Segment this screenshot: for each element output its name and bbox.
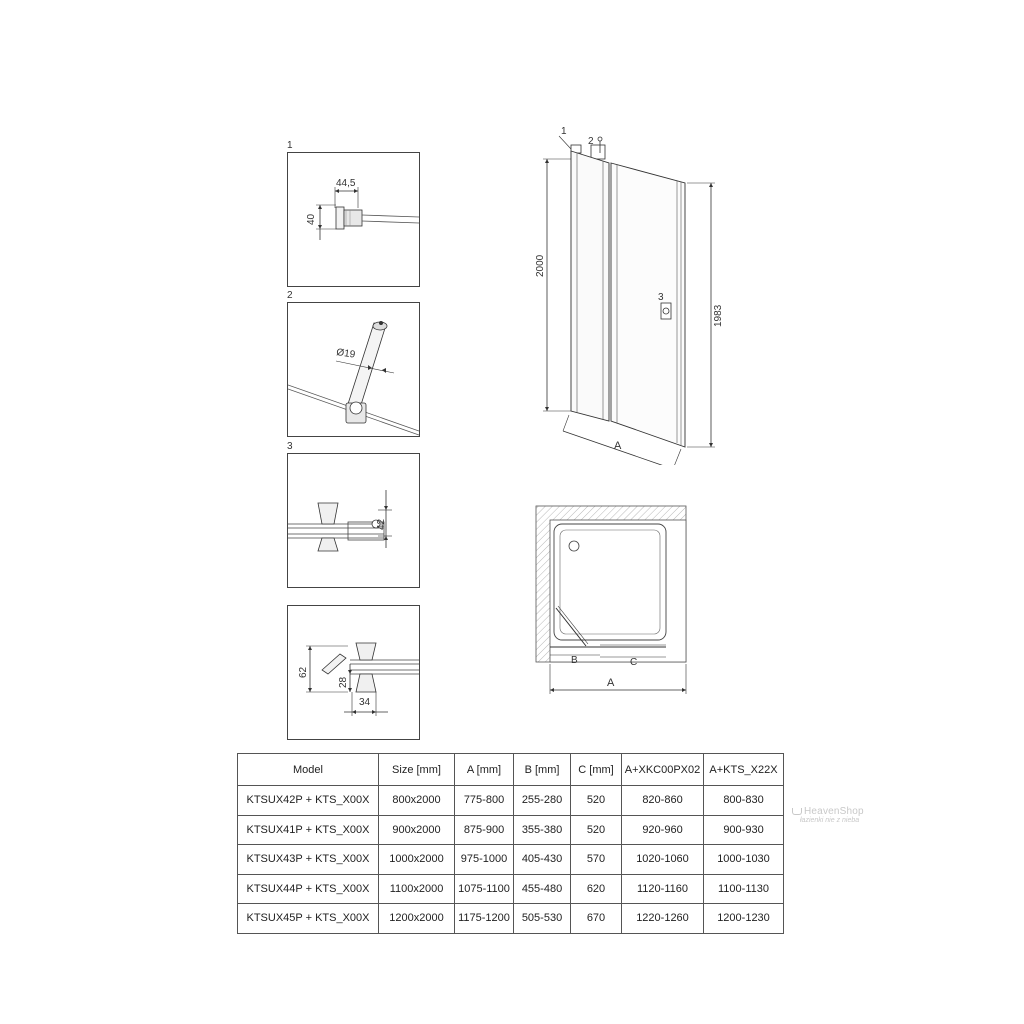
cell-a: 875-900 <box>455 815 514 845</box>
cell-a: 1175-1200 <box>455 904 514 934</box>
cell-a-kts: 800-830 <box>704 786 784 816</box>
plan-label-b: B <box>571 655 578 666</box>
col-header-c: C [mm] <box>571 754 622 786</box>
cell-b: 355-380 <box>514 815 571 845</box>
detail-2-diameter-dim: Ø19 <box>335 347 356 361</box>
col-header-a-kts: A+KTS_X22X <box>704 754 784 786</box>
detail-2-panel <box>287 302 420 437</box>
cell-a-xkc: 1120-1160 <box>622 874 704 904</box>
cell-c: 670 <box>571 904 622 934</box>
detail-3-number: 3 <box>287 441 293 452</box>
cell-b: 505-530 <box>514 904 571 934</box>
cell-a-kts: 900-930 <box>704 815 784 845</box>
detail-1-drawing <box>288 153 419 286</box>
cell-size: 1200x2000 <box>379 904 455 934</box>
front-view-drawing <box>525 125 725 465</box>
cell-a: 1075-1100 <box>455 874 514 904</box>
detail-4-depth-dim: 28 <box>338 676 349 688</box>
table-row <box>238 904 784 934</box>
cell-a: 975-1000 <box>455 845 514 875</box>
cell-size: 1000x2000 <box>379 845 455 875</box>
detail-3-drawing <box>288 454 419 587</box>
table-row <box>238 874 784 904</box>
detail-3-height-dim: 42 <box>376 518 387 530</box>
front-callout-2: 2 <box>588 136 594 147</box>
col-header-a: A [mm] <box>455 754 514 786</box>
spec-table <box>237 753 784 934</box>
cell-b: 455-480 <box>514 874 571 904</box>
cell-a-kts: 1200-1230 <box>704 904 784 934</box>
front-callout-3: 3 <box>658 292 664 303</box>
detail-1-height-dim: 40 <box>306 213 317 225</box>
cell-c: 520 <box>571 815 622 845</box>
cell-a-kts: 1100-1130 <box>704 874 784 904</box>
cell-a-xkc: 920-960 <box>622 815 704 845</box>
table-row <box>238 845 784 875</box>
cell-model: KTSUX44P + KTS_X00X <box>238 874 379 904</box>
cell-a-xkc: 1020-1060 <box>622 845 704 875</box>
cell-size: 1100x2000 <box>379 874 455 904</box>
front-height-total: 2000 <box>535 254 546 277</box>
cell-a-kts: 1000-1030 <box>704 845 784 875</box>
front-width-label: A <box>614 440 622 452</box>
detail-3-panel <box>287 453 420 588</box>
cell-model: KTSUX45P + KTS_X00X <box>238 904 379 934</box>
detail-1-panel <box>287 152 420 287</box>
watermark-subtitle: łazienki nie z nieba <box>800 817 860 824</box>
table-header-row <box>238 754 784 786</box>
col-header-model: Model <box>238 754 379 786</box>
col-header-size: Size [mm] <box>379 754 455 786</box>
detail-2-number: 2 <box>287 290 293 301</box>
cell-model: KTSUX41P + KTS_X00X <box>238 815 379 845</box>
plan-view-drawing <box>530 500 710 710</box>
plan-label-a: A <box>607 677 615 689</box>
cell-a-xkc: 820-860 <box>622 786 704 816</box>
detail-4-drawing <box>288 606 419 739</box>
cell-size: 900x2000 <box>379 815 455 845</box>
cell-b: 255-280 <box>514 786 571 816</box>
table-row <box>238 815 784 845</box>
detail-4-height-dim: 62 <box>298 666 309 678</box>
cell-c: 520 <box>571 786 622 816</box>
cell-model: KTSUX43P + KTS_X00X <box>238 845 379 875</box>
detail-4-width-dim: 34 <box>359 697 371 708</box>
plan-label-c: C <box>630 657 638 668</box>
table-row <box>238 786 784 816</box>
detail-1-number: 1 <box>287 140 293 151</box>
detail-1-width-dim: 44,5 <box>336 178 356 189</box>
detail-2-drawing <box>288 303 419 436</box>
cell-c: 570 <box>571 845 622 875</box>
front-height-door: 1983 <box>713 304 724 327</box>
cell-a: 775-800 <box>455 786 514 816</box>
watermark <box>792 806 864 824</box>
cell-size: 800x2000 <box>379 786 455 816</box>
col-header-b: B [mm] <box>514 754 571 786</box>
cell-b: 405-430 <box>514 845 571 875</box>
bath-icon <box>792 808 802 815</box>
front-callout-1: 1 <box>561 126 567 137</box>
cell-c: 620 <box>571 874 622 904</box>
col-header-a-xkc: A+XKC00PX02 <box>622 754 704 786</box>
detail-4-panel <box>287 605 420 740</box>
cell-a-xkc: 1220-1260 <box>622 904 704 934</box>
cell-model: KTSUX42P + KTS_X00X <box>238 786 379 816</box>
watermark-title: HeavenShop <box>804 806 864 817</box>
